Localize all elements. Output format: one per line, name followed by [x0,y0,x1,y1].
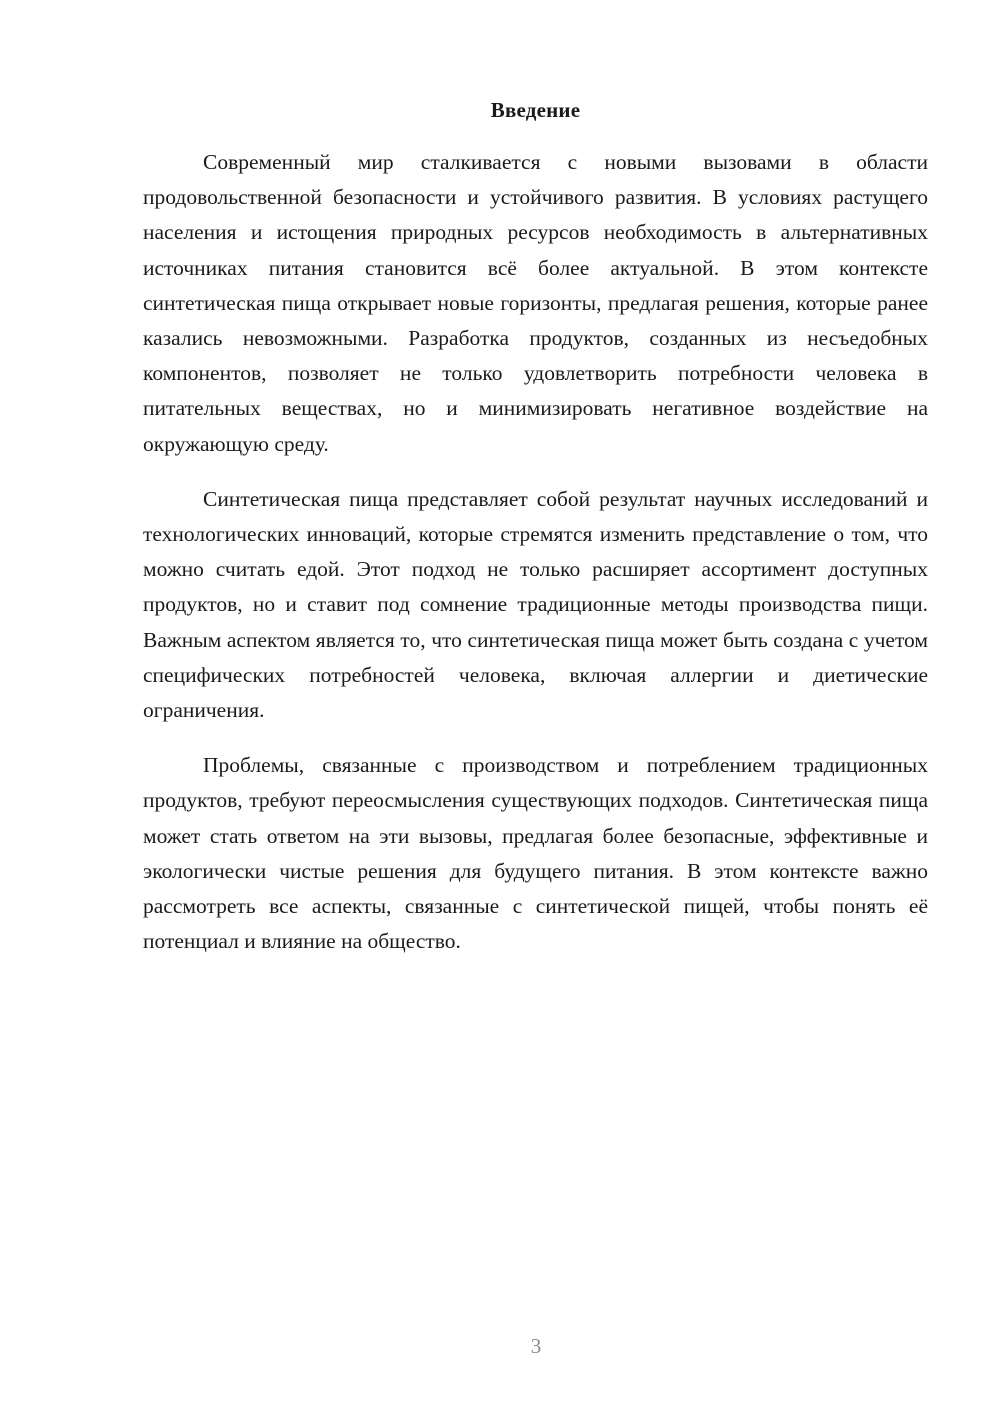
section-title: Введение [490,98,581,122]
page-number: 3 [530,1334,542,1358]
page-content [143,95,928,959]
paragraph-3: Проблемы, связанные с производством и потреблением традиционных продуктов, требуют переосмысления существующих подходов. Синтетическая пища может стать ответом на эти вызовы, предлагая более безопасные, эффективные и экологически чистые решения для будущего питания. В этом контексте важно рассмотреть все аспекты, связанные с синтетической пищей, чтобы понять её потенциал и влияние на общество. [143,753,928,954]
paragraph-2: Синтетическая пища представляет собой результат научных исследований и технологических инноваций, которые стремятся изменить представление о том, что можно считать едой. Этот подход не только расширяет ассортимент доступных продуктов, но и ставит под сомнение традиционные методы производства пищи. Важным аспектом является то, что синтетическая пища может быть создана с учетом специфических потребностей человека, включая аллергии и диетические ограничения. [143,486,928,723]
paragraph-1: Современный мир сталкивается с новыми вызовами в области продовольственной безопасности и устойчивого развития. В условиях растущего населения и истощения природных ресурсов необходимость в альтернативных источниках питания становится всё более актуальной. В этом контексте синтетическая пища открывает новые горизонты, предлагая решения, которые ранее казались невозможными. Разработка продуктов, созданных из несъедобных компонентов, позволяет не только удовлетворить потребности человека в питательных веществах, но и минимизировать негативное воздействие на окружающую среду. [143,150,928,456]
